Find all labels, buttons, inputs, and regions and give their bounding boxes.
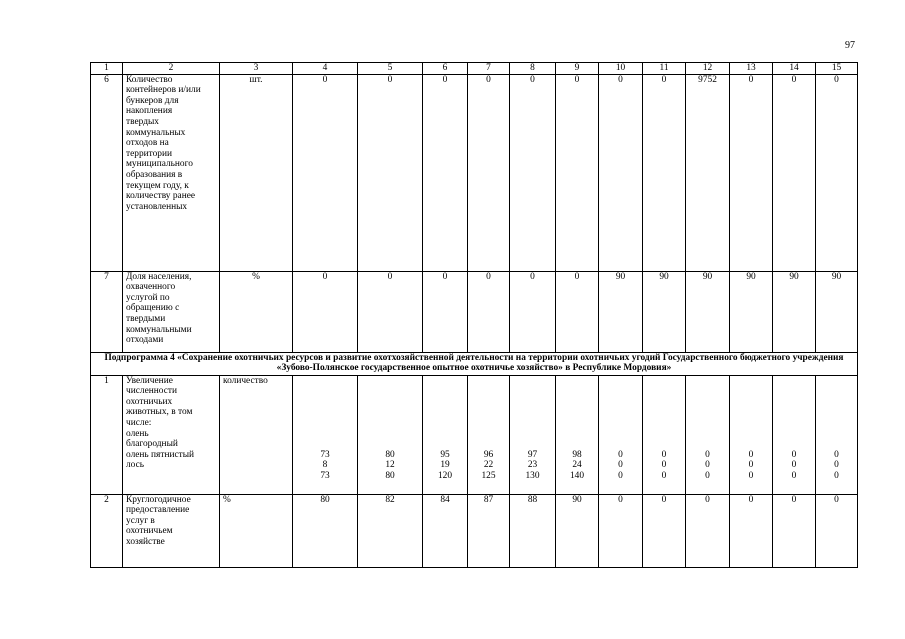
header-cell: 12	[686, 63, 730, 75]
value-cell: 0	[730, 494, 773, 567]
unit-cell: %	[220, 494, 293, 567]
value-cell: 82	[358, 494, 423, 567]
indicator-name	[123, 74, 220, 271]
indicator-name-line: образования в	[126, 169, 183, 180]
value-cell: 0	[293, 74, 358, 271]
page-number: 97	[845, 40, 855, 51]
table-row	[91, 271, 858, 352]
value-cell: 0	[468, 271, 510, 352]
indicator-name	[123, 494, 220, 567]
value-cell: 0	[358, 74, 423, 271]
value-sika-deer: 0	[705, 460, 710, 471]
value-sika-deer: 19	[440, 460, 450, 471]
subprogram-title: Подпрограмма 4 «Сохранение охотничьих ресурсов и развитие охотхозяйственной деятельности на территории охотничьих угодий Государственного бюджетного учреждения «Зубово-Полянское государственное опытное охотничье хозяйство» в Республике Мордовия»	[91, 352, 858, 375]
indicator-name-line: благородный	[126, 439, 178, 450]
row-number: 2	[91, 494, 123, 567]
header-cell: 3	[220, 63, 293, 75]
value-red-deer: 96	[483, 449, 494, 460]
value-sika-deer: 22	[483, 460, 494, 471]
value-moose: 0	[618, 470, 623, 481]
indicator-name-line: коммунальных	[126, 127, 186, 138]
value-moose: 120	[437, 470, 453, 481]
value-cell: 0	[643, 74, 686, 271]
indicator-name-line: охваченного	[126, 282, 176, 293]
value-moose: 140	[569, 470, 585, 481]
value-cell: 90	[556, 494, 599, 567]
header-cell: 15	[816, 63, 858, 75]
value-cell	[423, 375, 468, 494]
header-cell: 11	[643, 63, 686, 75]
value-cell: 90	[643, 271, 686, 352]
header-cell: 6	[423, 63, 468, 75]
value-sika-deer: 24	[572, 460, 582, 471]
value-cell: 90	[773, 271, 816, 352]
value-cell: 0	[510, 271, 556, 352]
header-cell: 7	[468, 63, 510, 75]
indicator-name-line: твердых	[126, 116, 159, 127]
header-cell: 4	[293, 63, 358, 75]
indicator-name	[123, 271, 220, 352]
value-red-deer: 98	[572, 449, 582, 460]
value-cell: 0	[686, 494, 730, 567]
value-cell: 90	[816, 271, 858, 352]
value-cell	[358, 375, 423, 494]
value-sika-deer: 0	[618, 460, 623, 471]
value-red-deer: 0	[791, 449, 797, 460]
value-cell: 80	[293, 494, 358, 567]
indicator-name-line: числе:	[126, 417, 152, 428]
value-red-deer: 0	[618, 449, 623, 460]
value-moose: 0	[748, 470, 754, 481]
value-cell: 9752	[686, 74, 730, 271]
value-cell	[643, 375, 686, 494]
value-red-deer: 0	[705, 449, 710, 460]
value-cell: 0	[358, 271, 423, 352]
value-cell: 87	[468, 494, 510, 567]
value-red-deer: 73	[320, 449, 330, 460]
value-cell: 90	[599, 271, 643, 352]
indicator-name-line: отходов на	[126, 138, 169, 149]
value-sika-deer: 8	[322, 460, 328, 471]
value-cell: 0	[510, 74, 556, 271]
header-cell: 10	[599, 63, 643, 75]
header-row	[91, 63, 858, 75]
value-cell: 0	[556, 271, 599, 352]
indicator-name-line: территории	[126, 148, 173, 159]
value-cell: 0	[816, 74, 858, 271]
header-cell: 1	[91, 63, 123, 75]
indicator-name-line: коммунальными	[126, 324, 192, 335]
indicator-name-line: твердыми	[126, 313, 166, 324]
value-moose: 0	[791, 470, 797, 481]
indicators-table	[90, 62, 858, 568]
value-cell	[816, 375, 858, 494]
indicator-name-line: услуг в	[126, 515, 155, 526]
table-row	[91, 375, 858, 494]
indicator-name	[123, 375, 220, 494]
indicator-name-line: предоставление	[126, 505, 190, 516]
value-red-deer: 0	[661, 449, 667, 460]
indicator-name-line: охотничьем	[126, 526, 173, 537]
value-moose: 0	[705, 470, 710, 481]
indicator-name-line: услугой по	[126, 292, 170, 303]
value-red-deer: 95	[440, 449, 450, 460]
value-sika-deer: 23	[527, 460, 538, 471]
value-sika-deer: 0	[791, 460, 797, 471]
value-cell	[293, 375, 358, 494]
value-cell	[556, 375, 599, 494]
value-cell: 88	[510, 494, 556, 567]
header-cell: 5	[358, 63, 423, 75]
unit-cell: количество	[220, 375, 293, 494]
indicator-name-line: муниципального	[126, 159, 193, 170]
value-moose: 73	[320, 470, 330, 481]
value-cell	[468, 375, 510, 494]
value-moose: 125	[481, 470, 496, 481]
value-sika-deer: 0	[748, 460, 754, 471]
value-cell	[599, 375, 643, 494]
value-moose: 80	[385, 470, 395, 481]
indicator-name-line: отходами	[126, 335, 164, 346]
value-moose: 0	[834, 470, 839, 481]
indicator-name-line: хозяйстве	[126, 536, 165, 547]
indicator-name-line: лось	[126, 460, 145, 471]
header-cell: 14	[773, 63, 816, 75]
value-cell: 90	[686, 271, 730, 352]
value-cell: 0	[773, 74, 816, 271]
value-cell	[510, 375, 556, 494]
value-sika-deer: 0	[661, 460, 667, 471]
indicator-name-line: Доля населения,	[126, 271, 192, 282]
indicator-name-line: накопления	[126, 106, 173, 117]
indicator-name-line: бункеров для	[126, 95, 179, 106]
subprogram-row	[91, 352, 858, 375]
indicator-name-line: Круглогодичное	[126, 494, 191, 505]
value-cell: 0	[643, 494, 686, 567]
value-sika-deer: 12	[385, 460, 395, 471]
value-cell: 0	[730, 74, 773, 271]
indicator-name-line: текущем году, к	[126, 180, 189, 191]
value-cell	[730, 375, 773, 494]
indicator-name-line: установленных	[126, 201, 188, 212]
value-cell: 90	[730, 271, 773, 352]
indicator-name-line: Количество	[126, 74, 173, 85]
header-cell: 13	[730, 63, 773, 75]
value-cell: 0	[293, 271, 358, 352]
header-cell: 8	[510, 63, 556, 75]
value-sika-deer: 0	[834, 460, 839, 471]
table-row	[91, 74, 858, 271]
value-cell: 0	[423, 271, 468, 352]
value-moose: 0	[661, 470, 667, 481]
indicator-name-line: олень	[126, 428, 149, 439]
row-number: 6	[91, 74, 123, 271]
indicator-name-line: охотничьих	[126, 396, 173, 407]
indicator-name-line: количеству ранее	[126, 191, 196, 202]
indicator-name-line: олень пятнистый	[126, 449, 195, 460]
value-cell: 0	[556, 74, 599, 271]
header-cell: 9	[556, 63, 599, 75]
value-cell: 0	[599, 74, 643, 271]
value-cell	[686, 375, 730, 494]
header-cell: 2	[123, 63, 220, 75]
table-row	[91, 494, 858, 567]
row-number: 7	[91, 271, 123, 352]
value-cell	[773, 375, 816, 494]
row-number: 1	[91, 375, 123, 494]
value-red-deer: 0	[748, 449, 754, 460]
value-cell: 84	[423, 494, 468, 567]
unit-cell: шт.	[220, 74, 293, 271]
indicator-name-line: обращению с	[126, 303, 180, 314]
indicator-name-line: Увеличение	[126, 375, 173, 386]
value-cell: 0	[599, 494, 643, 567]
value-red-deer: 97	[527, 449, 538, 460]
value-red-deer: 0	[834, 449, 839, 460]
value-red-deer: 80	[385, 449, 395, 460]
value-cell: 0	[816, 494, 858, 567]
value-cell: 0	[773, 494, 816, 567]
value-cell: 0	[468, 74, 510, 271]
value-cell: 0	[423, 74, 468, 271]
indicator-name-line: численности	[126, 386, 177, 397]
value-moose: 130	[525, 470, 540, 481]
unit-cell: %	[220, 271, 293, 352]
indicator-name-line: животных, в том	[126, 407, 193, 418]
indicator-name-line: контейнеров и/или	[126, 85, 201, 96]
